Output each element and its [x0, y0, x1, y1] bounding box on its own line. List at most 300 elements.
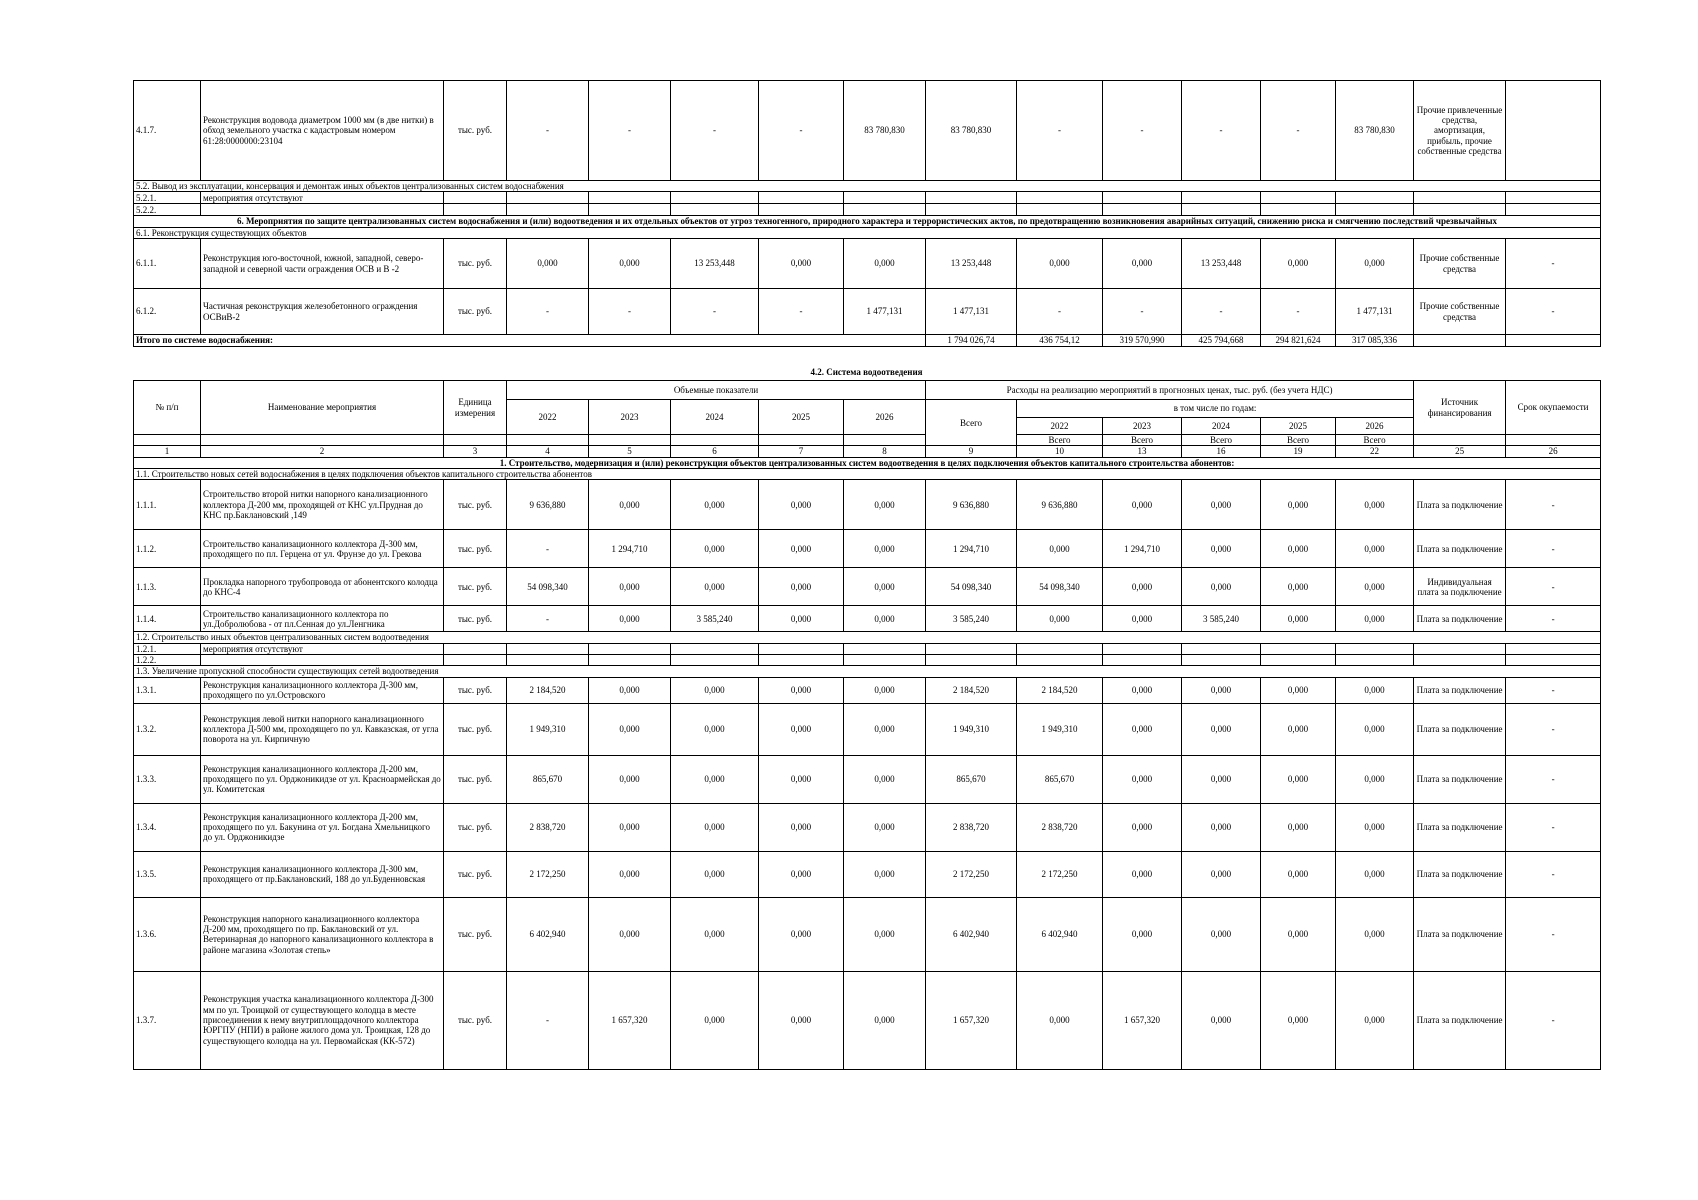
payback-period-cell: - [1506, 897, 1601, 971]
section-heading-row [134, 666, 1601, 677]
total-value: 319 570,990 [1103, 335, 1182, 347]
payback-period-cell: - [1506, 530, 1601, 568]
vol-2026-cell: 0,000 [844, 530, 926, 568]
row-number-cell: 1.2.2. [134, 655, 201, 666]
cost-2023-cell: - [1103, 81, 1182, 181]
row-number-cell: 1.3.1. [134, 677, 201, 703]
header-spacer [1506, 435, 1601, 446]
header-costs: Расходы на реализацию мероприятий в прогнозных ценах, тыс. руб. (без учета НДС) [926, 381, 1414, 400]
vol-2022-cell: - [507, 530, 589, 568]
total-value: 317 085,336 [1336, 335, 1414, 347]
unit-cell: тыс. руб. [444, 606, 507, 632]
vol-2023-cell: 1 657,320 [589, 971, 671, 1069]
cost-2023-cell: 0,000 [1103, 239, 1182, 289]
vol-2023-cell: - [589, 289, 671, 335]
vol-2023-cell: 0,000 [589, 851, 671, 897]
cost-total-cell: 2 838,720 [926, 803, 1017, 851]
measure-name-cell: Реконструкция напорного канализационного коллектора Д-200 мм, проходящего по пр. Баклановский от ул. Ветеринарная до напорного канализационного коллектора в районе магазина «Золотая степь» [201, 897, 444, 971]
water-supply-table-continuation [133, 80, 1601, 347]
cost-2022-cell [1017, 643, 1103, 654]
section-heading: 1.1. Строительство новых сетей водоснабжения в целях подключения объектов капитального строительства абонентов [134, 469, 1601, 480]
funding-source-cell: Прочие собственные средства [1414, 239, 1506, 289]
vol-2025-cell: 0,000 [759, 606, 844, 632]
cost-2024-cell: 0,000 [1182, 803, 1261, 851]
section-heading-row [134, 632, 1601, 643]
column-number-cell: 3 [444, 446, 507, 457]
unit-cell: тыс. руб. [444, 81, 507, 181]
vol-2026-cell: 0,000 [844, 703, 926, 755]
unit-cell [444, 204, 507, 216]
header-source: Источник финансирования [1414, 381, 1506, 435]
cost-total-cell: 83 780,830 [926, 81, 1017, 181]
cost-2022-cell: 6 402,940 [1017, 897, 1103, 971]
funding-source-cell: Плата за подключение [1414, 606, 1506, 632]
payback-period-cell [1506, 204, 1601, 216]
total-label: Итого по системе водоснабжения: [134, 335, 926, 347]
funding-source-cell: Плата за подключение [1414, 480, 1506, 530]
cost-2025-cell: - [1261, 81, 1336, 181]
vol-2025-cell: 0,000 [759, 568, 844, 606]
header-vsego-2024: Всего [1182, 435, 1261, 446]
cost-2023-cell: 1 294,710 [1103, 530, 1182, 568]
cost-2024-cell: 3 585,240 [1182, 606, 1261, 632]
unit-cell [444, 192, 507, 204]
vol-2024-cell [671, 643, 759, 654]
cost-2024-cell [1182, 204, 1261, 216]
vol-2026-cell: 83 780,830 [844, 81, 926, 181]
cost-2025-cell: - [1261, 289, 1336, 335]
vol-2023-cell: 0,000 [589, 803, 671, 851]
table-row [134, 289, 1601, 335]
cost-2024-cell: 0,000 [1182, 568, 1261, 606]
payback-period-cell: - [1506, 677, 1601, 703]
measure-name-cell: Реконструкция юго-восточной, южной, западной, северо-западной и северной части ограждения ОСВ и В -2 [201, 239, 444, 289]
cost-2026-cell: 0,000 [1336, 530, 1414, 568]
funding-source-cell [1414, 204, 1506, 216]
measure-name-cell: Прокладка напорного трубопровода от абонентского колодца до КНС-4 [201, 568, 444, 606]
vol-2022-cell: 0,000 [507, 239, 589, 289]
unit-cell: тыс. руб. [444, 851, 507, 897]
vol-2026-cell: 0,000 [844, 971, 926, 1069]
column-number-cell: 13 [1103, 446, 1182, 457]
cost-total-cell: 1 294,710 [926, 530, 1017, 568]
column-number-cell: 8 [844, 446, 926, 457]
table-row [134, 192, 1601, 204]
vol-2022-cell: 6 402,940 [507, 897, 589, 971]
vol-2025-cell: 0,000 [759, 480, 844, 530]
vol-2022-cell: 1 949,310 [507, 703, 589, 755]
cost-2023-cell: 0,000 [1103, 703, 1182, 755]
vol-2022-cell: - [507, 971, 589, 1069]
measure-name-cell: мероприятия отсутствуют [201, 643, 444, 654]
funding-source-cell: Плата за подключение [1414, 971, 1506, 1069]
vol-2026-cell: 0,000 [844, 851, 926, 897]
vol-2025-cell: - [759, 81, 844, 181]
cost-2025-cell: 0,000 [1261, 703, 1336, 755]
vol-2022-cell [507, 204, 589, 216]
cost-2022-cell: 0,000 [1017, 530, 1103, 568]
funding-source-cell: Плата за подключение [1414, 803, 1506, 851]
vol-2022-cell [507, 643, 589, 654]
vol-2024-cell: 0,000 [671, 755, 759, 803]
vol-2024-cell: 0,000 [671, 971, 759, 1069]
table-row [134, 803, 1601, 851]
measure-name-cell: Строительство канализационного коллектора по ул.Добролюбова - от пл.Сенная до ул.Ленгника [201, 606, 444, 632]
header-vsego-2022: Всего [1017, 435, 1103, 446]
funding-source-cell [1414, 655, 1506, 666]
measure-name-cell [201, 655, 444, 666]
header-spacer [134, 435, 201, 446]
payback-period-cell: - [1506, 606, 1601, 632]
cost-total-cell: 865,670 [926, 755, 1017, 803]
section-heading-row [134, 469, 1601, 480]
row-number-cell: 1.1.2. [134, 530, 201, 568]
column-number-cell: 26 [1506, 446, 1601, 457]
column-number-cell: 2 [201, 446, 444, 457]
vol-2025-cell [759, 204, 844, 216]
vol-2023-cell [589, 192, 671, 204]
cost-total-cell: 1 949,310 [926, 703, 1017, 755]
cost-2024-cell [1182, 643, 1261, 654]
header-cost-year-2022: 2022 [1017, 418, 1103, 435]
section-heading: 5.2. Вывод из эксплуатации, консервация и демонтаж иных объектов централизованных систем водоснабжения [134, 181, 1601, 192]
cost-2022-cell [1017, 192, 1103, 204]
vol-2023-cell: 0,000 [589, 480, 671, 530]
unit-cell: тыс. руб. [444, 480, 507, 530]
cost-2023-cell: 0,000 [1103, 851, 1182, 897]
header-cost-year-2024: 2024 [1182, 418, 1261, 435]
row-number-cell: 1.1.4. [134, 606, 201, 632]
header-vsego-2023: Всего [1103, 435, 1182, 446]
row-number-cell: 5.2.1. [134, 192, 201, 204]
payback-period-cell [1506, 655, 1601, 666]
column-number-cell: 9 [926, 446, 1017, 457]
cost-2024-cell: 13 253,448 [1182, 239, 1261, 289]
cost-2025-cell [1261, 655, 1336, 666]
row-number-cell: 1.3.5. [134, 851, 201, 897]
cost-2025-cell: 0,000 [1261, 606, 1336, 632]
cost-2024-cell: 0,000 [1182, 480, 1261, 530]
cost-2025-cell [1261, 204, 1336, 216]
vol-2026-cell: 0,000 [844, 755, 926, 803]
payback-period-cell: - [1506, 703, 1601, 755]
header-vol-year-2025: 2025 [759, 400, 844, 435]
main-table-body [134, 457, 1601, 1069]
header-spacer [671, 435, 759, 446]
sewerage-system-table [133, 380, 1601, 1070]
cost-2024-cell: 0,000 [1182, 851, 1261, 897]
funding-source-cell [1414, 192, 1506, 204]
cost-total-cell: 3 585,240 [926, 606, 1017, 632]
header-total: Всего [926, 400, 1017, 446]
cost-2022-cell: - [1017, 289, 1103, 335]
vol-2022-cell: 2 172,250 [507, 851, 589, 897]
funding-source-cell: Плата за подключение [1414, 703, 1506, 755]
row-number-cell: 6.1.2. [134, 289, 201, 335]
cost-2026-cell: 0,000 [1336, 480, 1414, 530]
cost-2024-cell: 0,000 [1182, 897, 1261, 971]
payback-period-cell: - [1506, 851, 1601, 897]
vol-2026-cell: 0,000 [844, 606, 926, 632]
column-number-cell: 19 [1261, 446, 1336, 457]
header-spacer [201, 435, 444, 446]
section-caption: 4.2. Система водоотведения [810, 367, 923, 377]
header-by-year: в том числе по годам: [1017, 400, 1414, 418]
vol-2023-cell: 0,000 [589, 239, 671, 289]
vol-2024-cell: 0,000 [671, 480, 759, 530]
measure-name-cell: Реконструкция канализационного коллектора Д-200 мм, проходящего по ул. Бакунина от ул. Богдана Хмельницкого до ул. Орджоникидзе [201, 803, 444, 851]
cost-2025-cell: 0,000 [1261, 568, 1336, 606]
vol-2025-cell: 0,000 [759, 897, 844, 971]
section-heading: 1.2. Строительство иных объектов централизованных систем водоотведения [134, 632, 1601, 643]
vol-2023-cell [589, 643, 671, 654]
cost-2022-cell: 2 838,720 [1017, 803, 1103, 851]
vol-2023-cell: 1 294,710 [589, 530, 671, 568]
cost-2025-cell: 0,000 [1261, 897, 1336, 971]
unit-cell: тыс. руб. [444, 568, 507, 606]
cost-2026-cell: 0,000 [1336, 568, 1414, 606]
unit-cell: тыс. руб. [444, 971, 507, 1069]
header-vsego-2025: Всего [1261, 435, 1336, 446]
table-row [134, 971, 1601, 1069]
cost-2026-cell: 0,000 [1336, 755, 1414, 803]
cost-2022-cell: 1 949,310 [1017, 703, 1103, 755]
cost-total-cell: 6 402,940 [926, 897, 1017, 971]
unit-cell: тыс. руб. [444, 239, 507, 289]
funding-source-cell [1414, 643, 1506, 654]
header-payback: Срок окупаемости [1506, 381, 1601, 435]
funding-source-cell: Прочие собственные средства [1414, 289, 1506, 335]
section-heading-row [134, 216, 1601, 227]
cost-2026-cell: 0,000 [1336, 606, 1414, 632]
header-volume: Объемные показатели [507, 381, 926, 400]
table-row [134, 643, 1601, 654]
row-number-cell: 1.3.7. [134, 971, 201, 1069]
vol-2025-cell: 0,000 [759, 851, 844, 897]
column-number-cell: 1 [134, 446, 201, 457]
column-number-cell: 5 [589, 446, 671, 457]
vol-2024-cell: 0,000 [671, 851, 759, 897]
cost-2024-cell: - [1182, 289, 1261, 335]
cost-2026-cell [1336, 643, 1414, 654]
cost-2022-cell: 865,670 [1017, 755, 1103, 803]
header-vsego-2026: Всего [1336, 435, 1414, 446]
table-row [134, 530, 1601, 568]
header-spacer [1414, 435, 1506, 446]
measure-name-cell: Реконструкция участка канализационного коллектора Д-300 мм по ул. Троицкой от существующего колодца в месте присоединения к нему внутриплощадочного коллектора ЮРГПУ (НПИ) в районе жилого дома ул. Троицкая, 128 до существующего колодца на ул. Первомайская (КК-572) [201, 971, 444, 1069]
total-value: 294 821,624 [1261, 335, 1336, 347]
vol-2026-cell [844, 655, 926, 666]
cost-2023-cell: 0,000 [1103, 480, 1182, 530]
vol-2022-cell: 2 184,520 [507, 677, 589, 703]
vol-2023-cell [589, 655, 671, 666]
unit-cell: тыс. руб. [444, 897, 507, 971]
table-row [134, 703, 1601, 755]
vol-2024-cell: 0,000 [671, 530, 759, 568]
total-value: 436 754,12 [1017, 335, 1103, 347]
payback-period-cell: - [1506, 239, 1601, 289]
cost-2025-cell: 0,000 [1261, 803, 1336, 851]
vol-2025-cell [759, 192, 844, 204]
vol-2024-cell [671, 192, 759, 204]
measure-name-cell: Строительство второй нитки напорного канализационного коллектора Д-200 мм, проходящей от КНС ул.Прудная до КНС пр.Баклановский ,149 [201, 480, 444, 530]
row-number-cell: 1.2.1. [134, 643, 201, 654]
cost-total-cell: 1 657,320 [926, 971, 1017, 1069]
vol-2022-cell: 54 098,340 [507, 568, 589, 606]
vol-2024-cell: - [671, 289, 759, 335]
cost-total-cell: 13 253,448 [926, 239, 1017, 289]
funding-source-cell: Индивидуальная плата за подключение [1414, 568, 1506, 606]
cost-2022-cell: 54 098,340 [1017, 568, 1103, 606]
row-number-cell: 5.2.2. [134, 204, 201, 216]
cost-2026-cell: 0,000 [1336, 703, 1414, 755]
cost-2022-cell: 9 636,880 [1017, 480, 1103, 530]
cost-2022-cell: - [1017, 81, 1103, 181]
vol-2026-cell: 0,000 [844, 239, 926, 289]
cost-2023-cell: 0,000 [1103, 568, 1182, 606]
vol-2024-cell: 0,000 [671, 703, 759, 755]
section-heading: 6.1. Реконструкция существующих объектов [134, 227, 1601, 238]
vol-2026-cell: 0,000 [844, 677, 926, 703]
vol-2022-cell: 2 838,720 [507, 803, 589, 851]
header-spacer [444, 435, 507, 446]
column-number-row [134, 446, 1601, 457]
cost-2024-cell [1182, 655, 1261, 666]
vol-2025-cell: 0,000 [759, 971, 844, 1069]
payback-period-cell: - [1506, 568, 1601, 606]
funding-source-cell: Плата за подключение [1414, 755, 1506, 803]
row-number-cell: 6.1.1. [134, 239, 201, 289]
cost-2026-cell: 0,000 [1336, 803, 1414, 851]
section-heading-row [134, 457, 1601, 468]
vol-2022-cell: 9 636,880 [507, 480, 589, 530]
total-value [1506, 335, 1601, 347]
row-number-cell: 1.3.3. [134, 755, 201, 803]
vol-2023-cell [589, 204, 671, 216]
total-row [134, 335, 1601, 347]
cost-total-cell [926, 655, 1017, 666]
section-heading: 1. Строительство, модернизация и (или) реконструкция объектов централизованных систем водоотведения в целях подключения объектов капитального строительства абонентов: [134, 457, 1601, 468]
payback-period-cell [1506, 81, 1601, 181]
cost-2026-cell: 0,000 [1336, 897, 1414, 971]
cost-2024-cell: - [1182, 81, 1261, 181]
unit-cell: тыс. руб. [444, 803, 507, 851]
vol-2024-cell [671, 655, 759, 666]
cost-2022-cell: 0,000 [1017, 606, 1103, 632]
header-cost-year-2023: 2023 [1103, 418, 1182, 435]
header-spacer [759, 435, 844, 446]
table-row [134, 755, 1601, 803]
cost-2023-cell: 0,000 [1103, 755, 1182, 803]
vol-2023-cell: - [589, 81, 671, 181]
column-number-cell: 22 [1336, 446, 1414, 457]
cost-2024-cell: 0,000 [1182, 703, 1261, 755]
funding-source-cell: Плата за подключение [1414, 530, 1506, 568]
vol-2024-cell: - [671, 81, 759, 181]
cost-2023-cell: 0,000 [1103, 606, 1182, 632]
measure-name-cell: Реконструкция канализационного коллектора Д-300 мм, проходящего от пр.Баклановский, 188 до ул.Буденновская [201, 851, 444, 897]
cost-2026-cell [1336, 655, 1414, 666]
cost-total-cell: 2 184,520 [926, 677, 1017, 703]
cost-2026-cell: 0,000 [1336, 239, 1414, 289]
payback-period-cell: - [1506, 755, 1601, 803]
payback-period-cell: - [1506, 971, 1601, 1069]
column-number-cell: 7 [759, 446, 844, 457]
cost-total-cell: 1 477,131 [926, 289, 1017, 335]
vol-2025-cell: 0,000 [759, 803, 844, 851]
cost-2023-cell [1103, 643, 1182, 654]
cost-2026-cell: 0,000 [1336, 851, 1414, 897]
column-number-cell: 4 [507, 446, 589, 457]
vol-2024-cell: 3 585,240 [671, 606, 759, 632]
vol-2025-cell: 0,000 [759, 530, 844, 568]
vol-2026-cell [844, 204, 926, 216]
vol-2022-cell [507, 192, 589, 204]
vol-2022-cell: 865,670 [507, 755, 589, 803]
cost-2025-cell: 0,000 [1261, 530, 1336, 568]
column-number-cell: 25 [1414, 446, 1506, 457]
cost-2025-cell: 0,000 [1261, 239, 1336, 289]
vol-2026-cell: 0,000 [844, 803, 926, 851]
cost-2026-cell: 1 477,131 [1336, 289, 1414, 335]
cost-total-cell: 54 098,340 [926, 568, 1017, 606]
top-table-body [134, 81, 1601, 347]
cost-2025-cell: 0,000 [1261, 851, 1336, 897]
header-vol-year-2022: 2022 [507, 400, 589, 435]
header-vol-year-2024: 2024 [671, 400, 759, 435]
header-spacer [844, 435, 926, 446]
measure-name-cell: Частичная реконструкция железобетонного ограждения ОСВиВ-2 [201, 289, 444, 335]
table-row [134, 851, 1601, 897]
cost-2026-cell: 0,000 [1336, 971, 1414, 1069]
funding-source-cell: Плата за подключение [1414, 677, 1506, 703]
vol-2024-cell: 13 253,448 [671, 239, 759, 289]
row-number-cell: 1.1.1. [134, 480, 201, 530]
table-row [134, 81, 1601, 181]
table-row [134, 606, 1601, 632]
vol-2023-cell: 0,000 [589, 606, 671, 632]
payback-period-cell [1506, 192, 1601, 204]
funding-source-cell: Прочие привлеченные средства, амортизация, прибыль, прочие собственные средства [1414, 81, 1506, 181]
column-number-cell: 10 [1017, 446, 1103, 457]
measure-name-cell: Реконструкция левой нитки напорного канализационного коллектора Д-500 мм, проходящего по ул. Кавказская, от угла поворота на ул. Кирпичную [201, 703, 444, 755]
measure-name-cell: Реконструкция канализационного коллектора Д-200 мм, проходящего по ул. Орджоникидзе от ул. Красноармейская до ул. Комитетская [201, 755, 444, 803]
section-heading-row [134, 181, 1601, 192]
unit-cell: тыс. руб. [444, 289, 507, 335]
cost-2024-cell: 0,000 [1182, 755, 1261, 803]
header-spacer [589, 435, 671, 446]
header-name: Наименование мероприятия [201, 381, 444, 435]
cost-2022-cell: 0,000 [1017, 971, 1103, 1069]
header-unit: Единица измерения [444, 381, 507, 435]
vol-2025-cell: 0,000 [759, 703, 844, 755]
section-heading-row [134, 227, 1601, 238]
cost-2024-cell: 0,000 [1182, 677, 1261, 703]
cost-2025-cell: 0,000 [1261, 755, 1336, 803]
header-cost-year-2026: 2026 [1336, 418, 1414, 435]
row-number-cell: 4.1.7. [134, 81, 201, 181]
cost-2025-cell: 0,000 [1261, 480, 1336, 530]
unit-cell [444, 643, 507, 654]
cost-2022-cell [1017, 204, 1103, 216]
cost-2023-cell: 0,000 [1103, 897, 1182, 971]
vol-2025-cell: 0,000 [759, 239, 844, 289]
unit-cell: тыс. руб. [444, 530, 507, 568]
header-num: № п/п [134, 381, 201, 435]
vol-2024-cell: 0,000 [671, 897, 759, 971]
total-value: 1 794 026,74 [926, 335, 1017, 347]
header-cost-year-2025: 2025 [1261, 418, 1336, 435]
